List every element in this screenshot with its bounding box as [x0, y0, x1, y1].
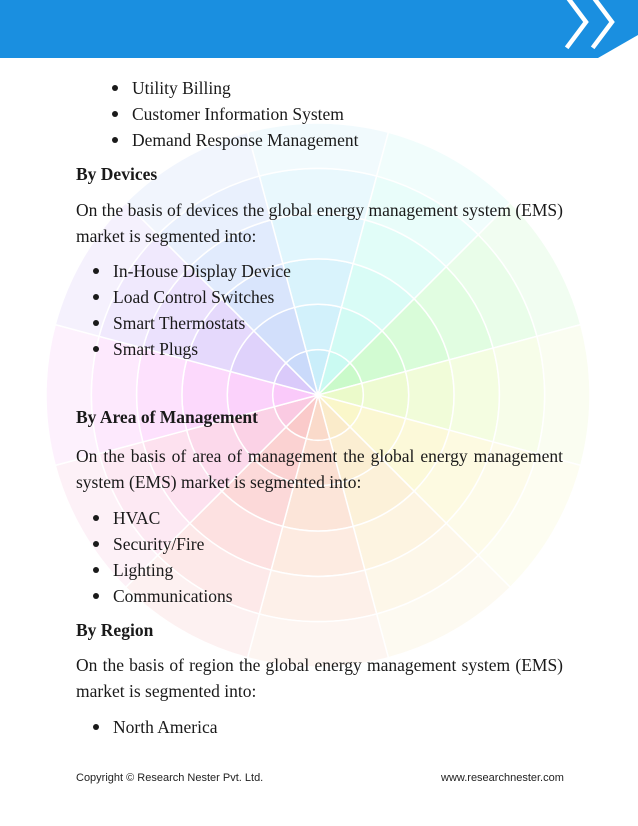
region-intro-paragraph: On the basis of region the global energy management system (EMS) market is segmented into:: [76, 655, 563, 701]
devices-intro-paragraph: On the basis of devices the global energy management system (EMS) market is segmented into:: [76, 200, 563, 246]
area-intro-paragraph: On the basis of area of management the global energy management system (EMS) market is segmented into:: [76, 446, 563, 492]
section-heading-devices: By Devices: [76, 164, 158, 184]
section-heading-area: By Area of Management: [76, 407, 258, 427]
footer-copyright: Copyright © Research Nester Pvt. Ltd.: [76, 772, 264, 784]
section-heading-region: By Region: [76, 620, 154, 640]
footer-website-link[interactable]: www.researchnester.com: [441, 772, 564, 784]
